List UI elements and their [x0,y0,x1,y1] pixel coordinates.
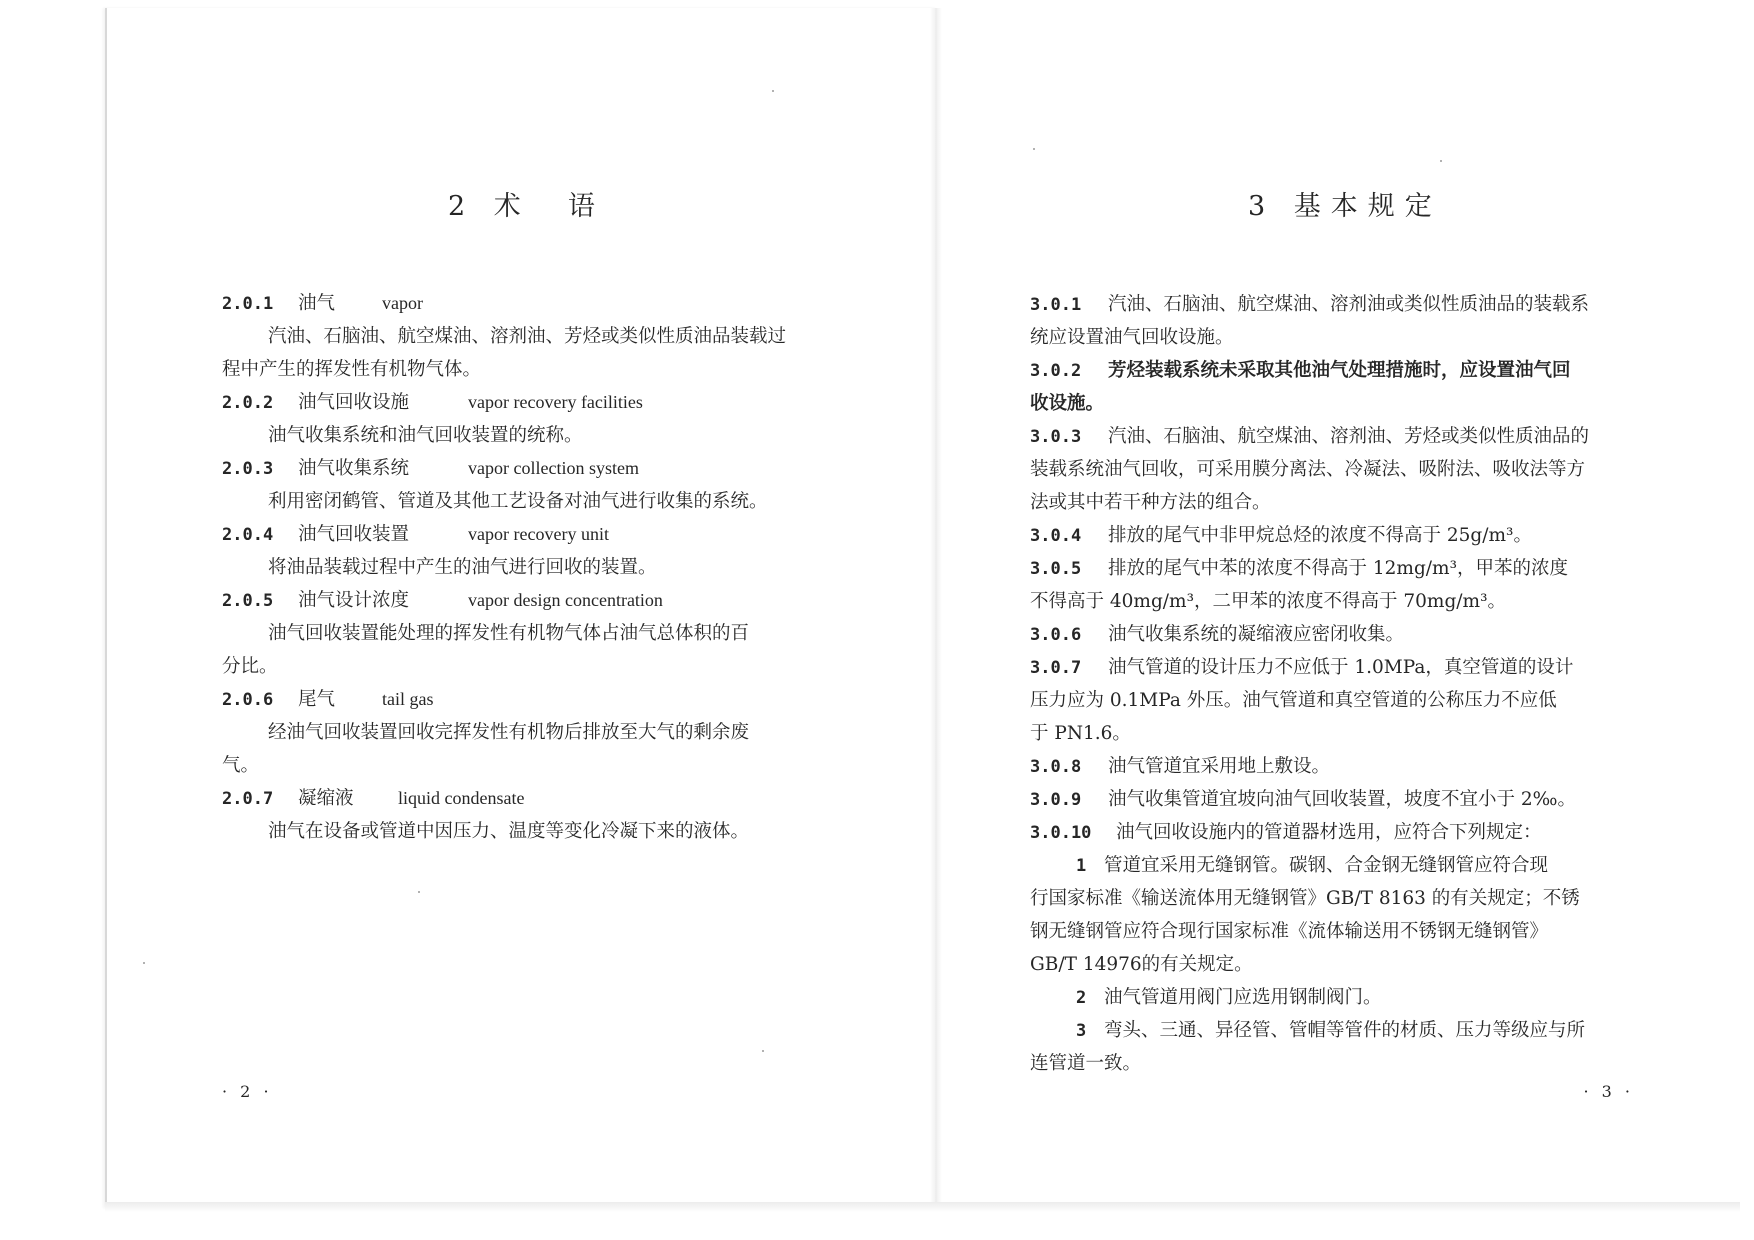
term-definition-line: 程中产生的挥发性有机物气体。 [222,359,482,380]
clause-number: 3.0.9 [1030,790,1082,810]
clause-line [1030,552,1660,585]
clauses-list [1030,288,1660,1080]
clause-text: 排放的尾气中苯的浓度不得高于 12mg/m³，甲苯的浓度 [1108,558,1568,579]
clause-text: 排放的尾气中非甲烷总烃的浓度不得高于 25g/m³。 [1108,525,1532,546]
term-entry-heading [222,683,842,716]
clause-line: 装载系统油气回收，可采用膜分离法、冷凝法、吸附法、吸收法等方 [1030,459,1586,480]
sub-item-text: 弯头、三通、异径管、管帽等管件的材质、压力等级应与所 [1104,1020,1586,1041]
clause-line: 收设施。 [1030,393,1105,414]
clause-number: 3.0.2 [1030,361,1082,381]
term-chinese: 尾气 [298,689,336,710]
clause-line: 统应设置油气回收设施。 [1030,327,1234,348]
clause-number: 3.0.3 [1030,427,1082,447]
term-definition-line: 经油气回收装置回收完挥发性有机物后排放至大气的剩余废 [268,722,750,743]
clause-number: 3.0.6 [1030,625,1082,645]
clause-text: 油气管道宜采用地上敷设。 [1108,756,1331,777]
term-number: 2.0.2 [222,393,274,413]
sub-item-line [1030,849,1660,882]
term-number: 2.0.6 [222,690,274,710]
terms-list [222,287,842,848]
term-english: liquid condensate [398,788,525,808]
right-page [1030,0,1660,1240]
page-number: · 2 · [222,1082,273,1101]
scan-speck [143,962,145,964]
term-entry-heading [222,386,842,419]
sub-item-number: 2 [1076,988,1087,1008]
book-spine [930,8,942,1208]
clause-line [1030,816,1660,849]
clause-line: 压力应为 0.1MPa 外压。油气管道和真空管道的公称压力不应低 [1030,690,1557,711]
sub-item-line: 连管道一致。 [1030,1053,1142,1074]
term-definition-line: 油气回收装置能处理的挥发性有机物气体占油气总体积的百 [268,623,750,644]
clause-line [1030,750,1660,783]
term-number: 2.0.3 [222,459,274,479]
clause-text: 油气回收设施内的管道器材选用，应符合下列规定： [1116,822,1542,843]
clause-number: 3.0.4 [1030,526,1082,546]
clause-text: 汽油、石脑油、航空煤油、溶剂油、芳烃或类似性质油品的 [1108,426,1590,447]
clause-line [1030,354,1660,387]
clause-text: 油气收集系统的凝缩液应密闭收集。 [1108,624,1405,645]
term-chinese: 凝缩液 [298,788,354,809]
term-english: vapor recovery unit [468,524,609,544]
sub-item-line: 行国家标准《输送流体用无缝钢管》GB/T 8163 的有关规定；不锈 [1030,888,1580,909]
clause-text: 油气管道的设计压力不应低于 1.0MPa，真空管道的设计 [1108,657,1574,678]
term-definition-line: 油气收集系统和油气回收装置的统称。 [268,425,583,446]
sub-item-line: 钢无缝钢管应符合现行国家标准《流体输送用不锈钢无缝钢管》 [1030,921,1549,942]
sub-item-text: 油气管道用阀门应选用钢制阀门。 [1104,987,1382,1008]
clause-line: 于 PN1.6。 [1030,723,1131,744]
sub-item-text: 管道宜采用无缝钢管。碳钢、合金钢无缝钢管应符合现 [1104,855,1549,876]
clause-number: 3.0.5 [1030,559,1082,579]
sub-item-line [1030,1014,1660,1047]
term-definition-line: 将油品装载过程中产生的油气进行回收的装置。 [268,557,657,578]
clause-line [1030,288,1660,321]
clause-text: 汽油、石脑油、航空煤油、溶剂油或类似性质油品的装载系 [1108,294,1590,315]
term-number: 2.0.7 [222,789,274,809]
term-english: vapor recovery facilities [468,392,643,412]
sub-item-line [1030,981,1660,1014]
sub-item-number: 3 [1076,1021,1087,1041]
term-english: vapor collection system [468,458,639,478]
term-number: 2.0.4 [222,525,274,545]
term-english: tail gas [382,689,434,709]
term-entry-heading [222,584,842,617]
term-entry-heading [222,452,842,485]
clause-text: 芳烃装载系统未采取其他油气处理措施时，应设置油气回 [1108,360,1571,381]
chapter-title-basic-provisions: 3 基本规定 [1248,191,1442,222]
clause-number: 3.0.8 [1030,757,1082,777]
clause-number: 3.0.7 [1030,658,1082,678]
clause-line [1030,519,1660,552]
term-entry-heading [222,518,842,551]
clause-number: 3.0.10 [1030,823,1092,843]
sub-item-number: 1 [1076,856,1087,876]
left-page [222,0,842,1240]
term-entry-heading [222,287,842,320]
sub-item-line: GB/T 14976的有关规定。 [1030,954,1253,975]
term-english: vapor design concentration [468,590,663,610]
term-english: vapor [382,293,423,313]
clause-line [1030,618,1660,651]
term-chinese: 油气收集系统 [298,458,410,479]
page-number: · 3 · [1583,1082,1634,1101]
clause-line [1030,651,1660,684]
term-chinese: 油气回收装置 [298,524,410,545]
clause-line: 法或其中若干种方法的组合。 [1030,492,1271,513]
term-definition-line: 汽油、石脑油、航空煤油、溶剂油、芳烃或类似性质油品装载过 [268,326,787,347]
clause-line: 不得高于 40mg/m³，二甲苯的浓度不得高于 70mg/m³。 [1030,591,1506,612]
term-number: 2.0.1 [222,294,274,314]
chapter-title-terms: 2 术 语 [448,191,605,222]
term-number: 2.0.5 [222,591,274,611]
clause-line [1030,420,1660,453]
clause-text: 油气收集管道宜坡向油气回收装置，坡度不宜小于 2‰。 [1108,789,1576,810]
term-definition-line: 气。 [222,755,260,776]
term-definition-line: 利用密闭鹤管、管道及其他工艺设备对油气进行收集的系统。 [268,491,768,512]
term-definition-line: 油气在设备或管道中因压力、温度等变化冷凝下来的液体。 [268,821,750,842]
term-chinese: 油气设计浓度 [298,590,410,611]
term-chinese: 油气 [298,293,336,314]
term-chinese: 油气回收设施 [298,392,410,413]
clause-line [1030,783,1660,816]
term-entry-heading [222,782,842,815]
term-definition-line: 分比。 [222,656,278,677]
clause-number: 3.0.1 [1030,295,1082,315]
